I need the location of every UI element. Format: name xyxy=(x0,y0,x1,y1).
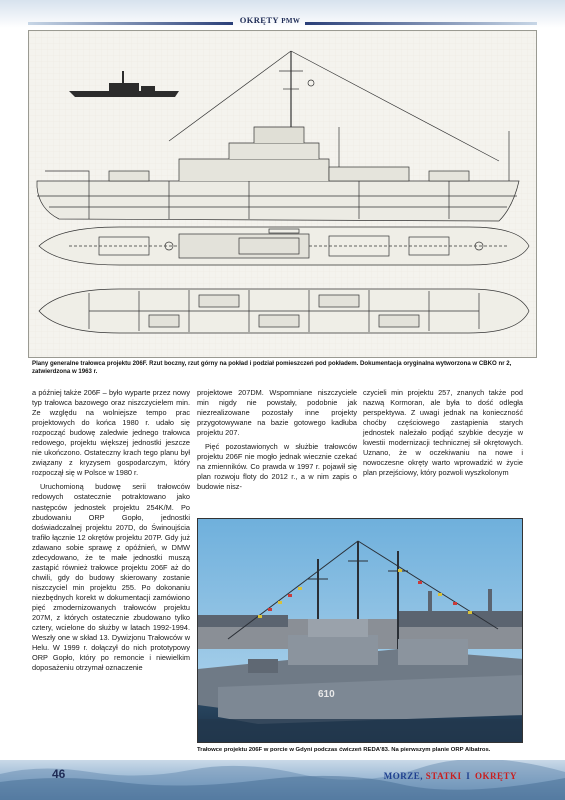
header-rule-right xyxy=(305,22,537,25)
magazine-title-part-2: STATKI xyxy=(425,771,462,781)
article-column-2 xyxy=(197,388,357,496)
svg-text:610: 610 xyxy=(318,689,335,700)
lower-deck-plan xyxy=(39,289,529,333)
photo-caption: Trałowce projektu 206F w porcie w Gdyni podczas ćwiczeń REDA'83. Na pierwszym planie ORP Albatros. xyxy=(197,747,491,753)
deck-plan xyxy=(39,227,529,265)
section-word-2: PMW xyxy=(281,17,301,25)
section-title xyxy=(236,15,304,25)
magazine-title-part-1: MORZE, xyxy=(383,771,424,781)
page-number: 46 xyxy=(52,767,66,781)
header-rule-left xyxy=(28,22,233,25)
paragraph: Uruchomioną budowę serii trałowców redowych ostatecznie potraktowano jako następców jednostek projektu 254K/M. Po zbudowaniu ORP Gopło, jednostki doświadczalnej projektu 207D, do Świnoujścia trafiło łącznie 12 okrętów projektu 207P. Gdy już zdawano sobie sprawę z opóźnień, w DMW zdecydowano, że te małe jednostki muszą zastąpić również trałowce projektu 206F aż do chwili, gdy do budowy skierowany zostanie niszczyciel min projektu 255. Po dokonaniu niezbędnych korekt w dokumentacji zamówiono pięć zmodernizowanych trałowców projektu 207M, z których ostatecznie zbudowano tylko cztery, wcielone do służby w latach 1992-1994. Weszły one w skład 13. Dywizjonu Trałowców w Helu. W 1999 r. dołączył do nich prototypowy ORP Gopło, który po remoncie i niewielkim doposażeniu otrzymał oznaczenie xyxy=(32,482,190,673)
plans-caption: Plany generalne trałowca projektu 206F. Rzut boczny, rzut górny na pokład i podział pomieszczeń pod pokładem. Dokumentacja oryginalna wytworzona w CBKO nr 2, zatwierdzona w 1963 r. xyxy=(32,360,512,376)
paragraph: Pięć pozostawionych w służbie trałowców projektu 206F nie mogło jednak wiecznie czekać na zmienników. Co prawda w 1997 r. pojawił się plan rozwoju floty do 2012 r., a w nim zapis o budowie nisz- xyxy=(197,442,357,492)
minesweepers-in-port-image xyxy=(198,519,523,743)
magazine-title xyxy=(384,771,517,781)
ship-plans-drawing xyxy=(29,31,537,358)
section-word-1: OKRĘTY xyxy=(239,15,279,25)
article-column-3 xyxy=(363,388,523,482)
magazine-title-part-3: OKRĘTY xyxy=(474,771,517,781)
magazine-title-separator: I xyxy=(466,771,471,781)
ship-plans-figure xyxy=(28,30,537,358)
paragraph: a później także 206F – było wyparte przez nowy typ trałowca bazowego oraz niszczycielem min. Ze względu na wolniejsze tempo prac projektowych do końca 1980 r. udało się rozpocząć budowę zaledwie jednego trałowca redowego, projektu większej jednostki jeszcze nie ukończono. Ostateczny krach tego planu był związany z kryzysem gospodarczym, który rozpoczął się w Polsce w 1980 r. xyxy=(32,388,190,478)
harbour-photo xyxy=(197,518,523,743)
paragraph: czycieli min projektu 257, znanych także pod nazwą Kormoran, ale była to dość odległa perspektywa. Z uwagi jednak na konieczność choćby częściowego zastąpienia starych jednostek należało podjąć szybkie decyzje w kwestii modernizacji technicznej sił okrętowych. Uznano, że w oczekiwaniu na nowe i nowoczesne okręty warto wprowadzić w życie plan przejściowy, który pozwoli wyszkolonym xyxy=(363,388,523,478)
article-column-1 xyxy=(32,388,190,677)
paragraph: projektowe 207DM. Wspomniane niszczyciele min nigdy nie powstały, podobnie jak niezrealizowane pozostały inne projekty przygotowywane na bazie gotowego kadłuba projektu 207. xyxy=(197,388,357,438)
